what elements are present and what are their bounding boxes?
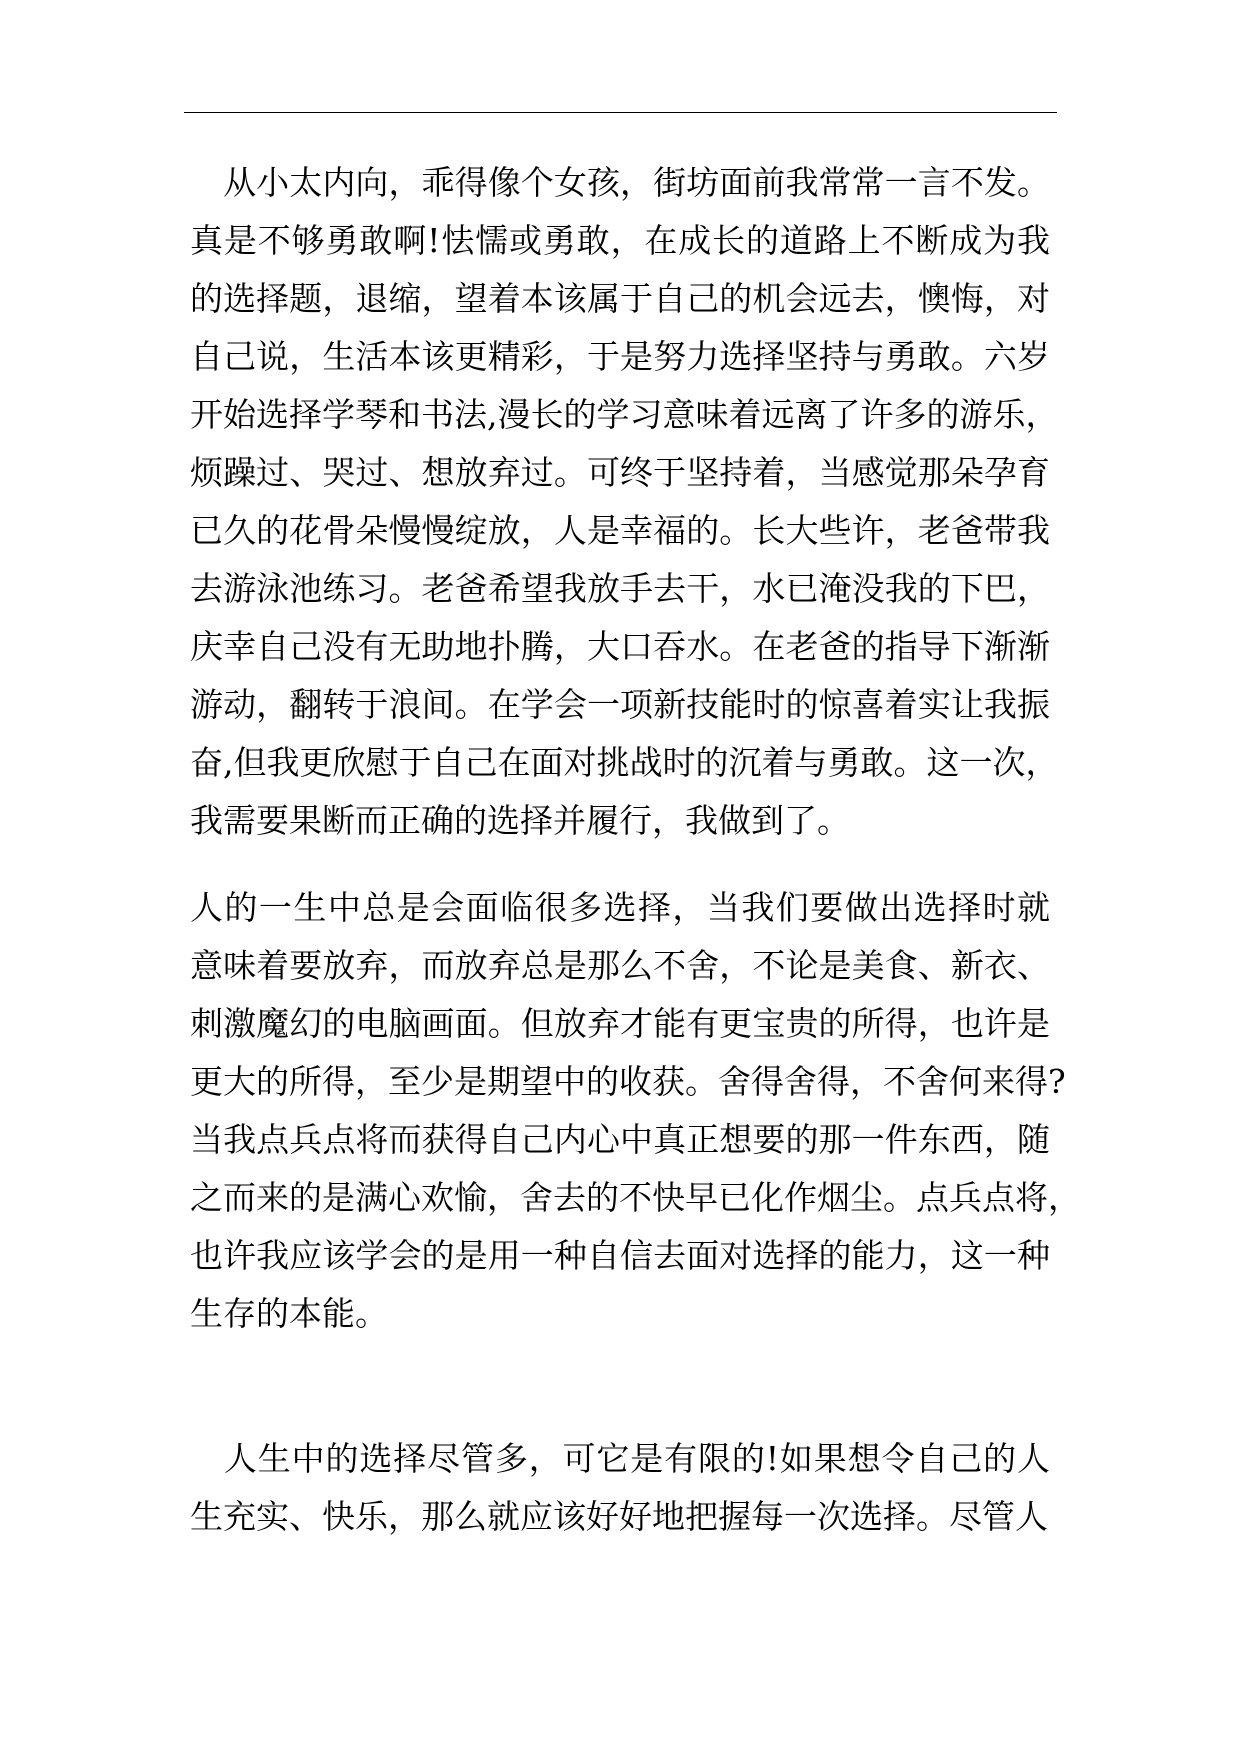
- text-line: 当我点兵点将而获得自己内心中真正想要的那一件东西，随: [190, 1120, 1050, 1159]
- paragraph-giving-up: [190, 879, 1081, 1343]
- text-line: 的选择题，退缩，望着本该属于自己的机会远去，懊悔，对: [190, 279, 1050, 318]
- paragraph-limited-choices: [190, 1430, 1050, 1546]
- text-line: 意味着要放弃，而放弃总是那么不舍，不论是美食、新衣、: [190, 946, 1050, 985]
- text-line: 从小太内向，乖得像个女孩，街坊面前我常常一言不发。: [190, 163, 1050, 202]
- text-line: 更大的所得，至少是期望中的收获。舍得舍得，不舍何来得?: [190, 1062, 1066, 1101]
- text-line: 我需要果断而正确的选择并履行，我做到了。: [190, 801, 850, 840]
- text-line: 人的一生中总是会面临很多选择，当我们要做出选择时就: [190, 888, 1050, 927]
- text-line: 生充实、快乐，那么就应该好好地把握每一次选择。尽管人: [190, 1497, 1048, 1536]
- text-line: 人生中的选择尽管多，可它是有限的!如果想令自己的人: [190, 1439, 1050, 1478]
- text-line: 庆幸自己没有无助地扑腾，大口吞水。在老爸的指导下渐渐: [190, 627, 1050, 666]
- text-line: 游动，翻转于浪间。在学会一项新技能时的惊喜着实让我振: [190, 685, 1050, 724]
- text-line: 真是不够勇敢啊!怯懦或勇敢，在成长的道路上不断成为我: [190, 221, 1050, 260]
- text-line: 奋,但我更欣慰于自己在面对挑战时的沉着与勇敢。这一次，: [190, 743, 1059, 782]
- paragraph-courage: [190, 154, 1059, 850]
- text-line: 刺激魔幻的电脑画面。但放弃才能有更宝贵的所得，也许是: [190, 1004, 1050, 1043]
- text-line: 也许我应该学会的是用一种自信去面对选择的能力，这一种: [190, 1236, 1050, 1275]
- text-line: 之而来的是满心欢愉，舍去的不快早已化作烟尘。点兵点将，: [190, 1178, 1081, 1217]
- text-line: 开始选择学琴和书法,漫长的学习意味着远离了许多的游乐，: [190, 395, 1059, 434]
- text-line: 已久的花骨朵慢慢绽放，人是幸福的。长大些许，老爸带我: [190, 511, 1050, 550]
- text-line: 生存的本能。: [190, 1294, 388, 1333]
- header-rule: [184, 112, 1057, 113]
- text-line: 去游泳池练习。老爸希望我放手去干，水已淹没我的下巴，: [190, 569, 1050, 608]
- text-line: 烦躁过、哭过、想放弃过。可终于坚持着，当感觉那朵孕育: [190, 453, 1050, 492]
- text-line: 自己说，生活本该更精彩，于是努力选择坚持与勇敢。六岁: [190, 337, 1050, 376]
